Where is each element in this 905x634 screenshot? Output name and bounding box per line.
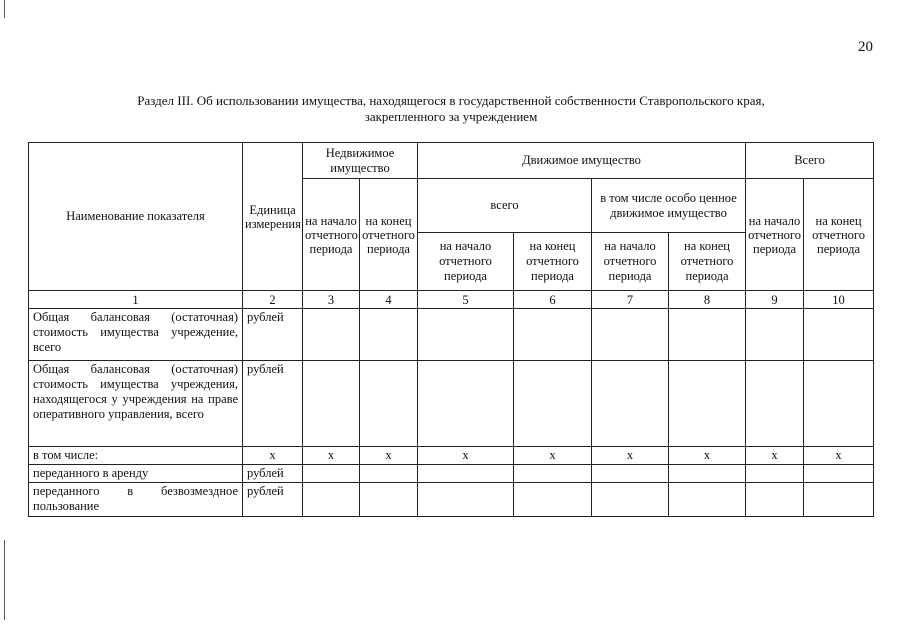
header-especially-valuable: в том числе особо ценное движимое имущество (592, 179, 746, 233)
page-number: 20 (858, 39, 873, 55)
row-value: х (669, 447, 746, 465)
property-usage-table (28, 142, 874, 517)
header-indicator-name: Наименование показателя (29, 143, 243, 291)
section-title-line-1: Раздел III. Об использовании имущества, находящегося в государственной собственности Ставропольского края, (137, 93, 765, 108)
margin-line-bottom (4, 540, 5, 620)
header-movable-all-start: на начало отчетного периода (418, 233, 514, 291)
row-value (418, 465, 514, 483)
row-unit: х (243, 447, 303, 465)
row-name: Общая балансовая (остаточная) стоимость имущества учреждения, находящегося у учреждения на праве оперативного управления, всего (29, 361, 243, 447)
margin-line-top (4, 0, 5, 18)
row-value (592, 465, 669, 483)
header-valuable-start: на начало отчетного периода (592, 233, 669, 291)
column-number: 2 (243, 291, 303, 309)
row-value: х (514, 447, 592, 465)
header-real-estate-end: на конец отчетного периода (360, 179, 418, 291)
row-value (514, 309, 592, 361)
row-value (418, 361, 514, 447)
row-value: х (418, 447, 514, 465)
row-value (360, 465, 418, 483)
column-number: 1 (29, 291, 243, 309)
row-name: Общая балансовая (остаточная) стоимость имущества учреждение, всего (29, 309, 243, 361)
row-name: в том числе: (29, 447, 243, 465)
table-row (29, 483, 874, 517)
row-value (804, 483, 874, 517)
header-movable-property: Движимое имущество (418, 143, 746, 179)
row-value (303, 361, 360, 447)
header-movable-all: всего (418, 179, 592, 233)
row-value (669, 309, 746, 361)
row-value (303, 465, 360, 483)
row-value (746, 465, 804, 483)
row-value (514, 465, 592, 483)
row-value: х (746, 447, 804, 465)
column-number: 8 (669, 291, 746, 309)
row-value (669, 361, 746, 447)
row-value (514, 483, 592, 517)
row-value (418, 483, 514, 517)
table-row (29, 465, 874, 483)
row-value (592, 361, 669, 447)
table-row (29, 447, 874, 465)
column-number: 4 (360, 291, 418, 309)
row-value: х (303, 447, 360, 465)
row-value (303, 309, 360, 361)
section-title-line-2: закрепленного за учреждением (364, 109, 538, 124)
row-value (669, 465, 746, 483)
row-value (804, 465, 874, 483)
table-row (29, 309, 874, 361)
row-value: х (592, 447, 669, 465)
row-value (669, 483, 746, 517)
row-unit: рублей (243, 309, 303, 361)
row-value (360, 483, 418, 517)
header-total-end: на конец отчетного периода (804, 179, 874, 291)
row-value (746, 361, 804, 447)
row-name: переданного в аренду (29, 465, 243, 483)
header-total: Всего (746, 143, 874, 179)
row-value (360, 361, 418, 447)
column-number: 5 (418, 291, 514, 309)
row-value (592, 309, 669, 361)
row-unit: рублей (243, 361, 303, 447)
row-value (804, 361, 874, 447)
column-number: 6 (514, 291, 592, 309)
row-value (592, 483, 669, 517)
row-unit: рублей (243, 483, 303, 517)
header-total-start: на начало отчетного периода (746, 179, 804, 291)
column-number: 7 (592, 291, 669, 309)
column-number: 9 (746, 291, 804, 309)
row-value: х (360, 447, 418, 465)
row-unit: рублей (243, 465, 303, 483)
header-movable-all-end: на конец отчетного периода (514, 233, 592, 291)
column-number: 3 (303, 291, 360, 309)
header-unit: Единица измерения (243, 143, 303, 291)
row-value (360, 309, 418, 361)
row-value (746, 309, 804, 361)
column-number: 10 (804, 291, 874, 309)
section-title (30, 93, 872, 125)
header-valuable-end: на конец отчетного периода (669, 233, 746, 291)
row-value (804, 309, 874, 361)
table-row (29, 361, 874, 447)
row-value (514, 361, 592, 447)
row-value (418, 309, 514, 361)
header-real-estate: Недвижимое имущество (303, 143, 418, 179)
row-name: переданного в безвозмездное пользование (29, 483, 243, 517)
row-value (303, 483, 360, 517)
row-value: х (804, 447, 874, 465)
row-value (746, 483, 804, 517)
header-real-estate-start: на начало отчетного периода (303, 179, 360, 291)
